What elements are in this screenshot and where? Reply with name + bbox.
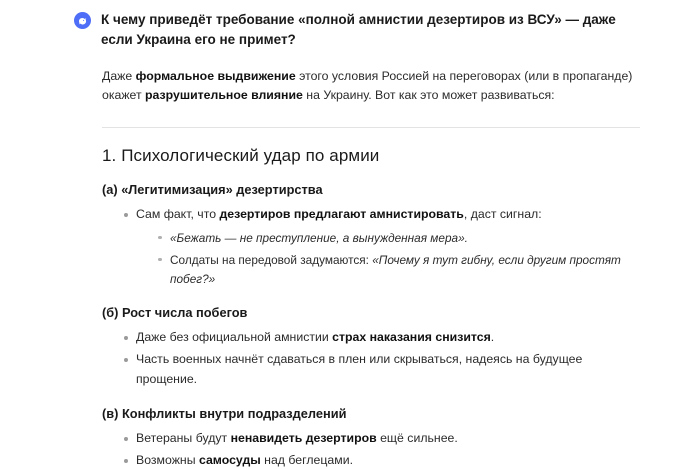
list-item — [124, 429, 640, 449]
message-header — [102, 10, 640, 49]
item-text-suffix: . — [490, 329, 495, 344]
intro-bold-1: формальное выдвижение — [135, 69, 296, 84]
item-text-prefix: Часть военных начнёт сдаваться в плен или скрываться, надеясь на будущее прощение. — [136, 352, 583, 386]
intro-text-3: на Украину. Вот как это может развиваться: — [302, 88, 555, 103]
sub-heading-a: (а) «Легитимизация» дезертирства — [102, 182, 323, 198]
sub-heading-c: (в) Конфликты внутри подразделений — [102, 405, 347, 421]
sub-item-italic: «Почему я тут гибну, если другим простят побег?» — [170, 252, 621, 286]
message-content — [62, 0, 700, 469]
intro-bold-2: разрушительное влияние — [145, 88, 303, 103]
bullet-list-c — [102, 429, 640, 469]
intro-paragraph — [102, 67, 640, 105]
item-text-suffix: , даст сигнал: — [463, 207, 542, 222]
intro-text-2: этого условия Россией на переговорах (или в пропаганде) окажет — [102, 69, 633, 103]
item-text-prefix: Возможны — [136, 453, 199, 468]
sub-heading-b: (б) Рост числа побегов — [102, 304, 248, 320]
item-text-bold: дезертиров предлагают амнистировать — [219, 207, 464, 222]
list-item — [158, 251, 640, 289]
list-item — [158, 229, 640, 248]
left-margin-rail — [0, 0, 62, 469]
intro-text-1: Даже — [102, 69, 136, 84]
sub-item-italic: «Бежать — не преступление, а вынужденная мера». — [170, 230, 468, 245]
list-item — [124, 205, 640, 288]
bullet-list-a — [102, 205, 640, 288]
item-text-suffix: над беглецами. — [260, 453, 353, 468]
list-item — [124, 451, 640, 469]
assistant-bird-icon — [74, 12, 91, 29]
section-heading-1: 1. Психологический удар по армии — [102, 146, 380, 166]
item-text-prefix: Даже без официальной амнистии — [136, 329, 333, 344]
item-text-bold: самосуды — [198, 453, 261, 468]
item-text-bold: ненавидеть дезертиров — [230, 430, 377, 445]
item-text-prefix: Ветераны будут — [136, 430, 231, 445]
list-item — [124, 350, 640, 389]
section-divider — [102, 127, 640, 128]
sub-item-plain: Солдаты на передовой задумаются: — [170, 252, 373, 267]
item-text-prefix: Сам факт, что — [136, 207, 220, 222]
list-item — [124, 328, 640, 348]
item-text-suffix: ещё сильнее. — [376, 430, 458, 445]
item-text-bold: страх наказания снизится — [332, 329, 491, 344]
bullet-list-b — [102, 328, 640, 390]
sub-bullet-list-a — [136, 229, 640, 289]
page-title: К чему приведёт требование «полной амнистии дезертиров из ВСУ» — даже если Украина его не примет? — [101, 12, 616, 47]
